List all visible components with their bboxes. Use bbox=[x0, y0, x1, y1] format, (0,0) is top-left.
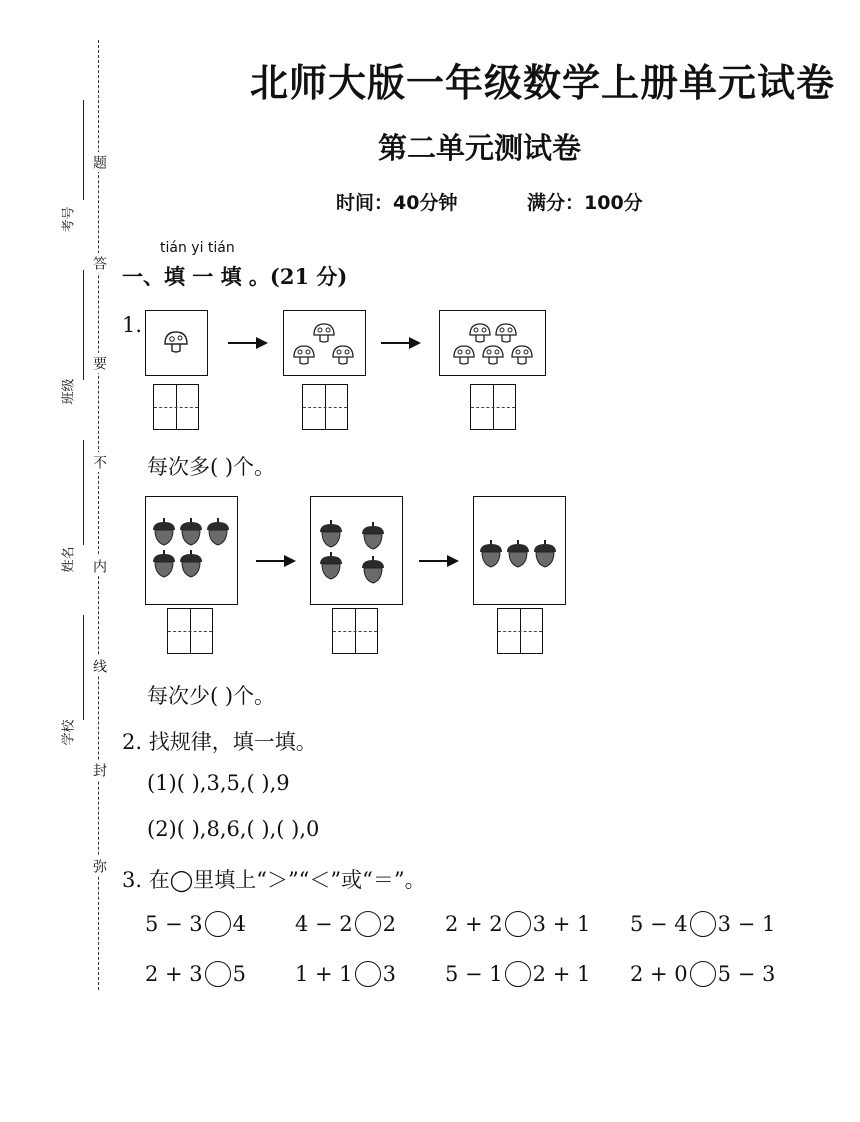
blank-each-less[interactable]: 每次少( )个。 bbox=[147, 684, 276, 708]
left-expression: 4 − 2 bbox=[295, 912, 353, 936]
seal-char: 不 bbox=[92, 452, 106, 472]
acorn-picture-1 bbox=[145, 496, 238, 605]
seal-char: 封 bbox=[92, 760, 106, 780]
answer-box[interactable] bbox=[497, 608, 543, 654]
arrow-icon bbox=[381, 342, 419, 344]
name-line bbox=[83, 440, 84, 545]
class-label: 班级 bbox=[61, 378, 77, 405]
right-expression: 3 − 1 bbox=[717, 912, 776, 936]
comparison-item bbox=[630, 912, 775, 939]
compare-circle[interactable] bbox=[205, 961, 231, 987]
arrow-icon bbox=[228, 342, 266, 344]
pattern-item-1[interactable]: (1)( ),3,5,( ),9 bbox=[147, 771, 290, 795]
arrow-icon bbox=[419, 560, 457, 562]
left-expression: 5 − 4 bbox=[630, 912, 688, 936]
compare-circle[interactable] bbox=[355, 961, 381, 987]
pattern-question: 2. 找规律，填一填。 bbox=[122, 730, 317, 754]
compare-circle[interactable] bbox=[690, 911, 716, 937]
mushroom-icon bbox=[284, 311, 365, 375]
seal-char: 内 bbox=[92, 556, 106, 576]
acorn-icon bbox=[474, 497, 565, 604]
seal-char: 线 bbox=[92, 656, 106, 676]
mushroom-icon bbox=[146, 311, 207, 375]
right-expression: 3 + 1 bbox=[532, 912, 591, 936]
acorn-picture-3 bbox=[473, 496, 566, 605]
right-expression: 2 bbox=[382, 912, 397, 936]
blank-each-more[interactable]: 每次多( )个。 bbox=[147, 455, 276, 479]
right-expression: 2 + 1 bbox=[532, 962, 591, 986]
pattern-item-2[interactable]: (2)( ),8,6,( ),( ),0 bbox=[147, 817, 320, 841]
comparison-item bbox=[295, 912, 396, 939]
answer-box[interactable] bbox=[470, 384, 516, 430]
seal-char: 弥 bbox=[92, 856, 106, 876]
left-expression: 2 + 0 bbox=[630, 962, 688, 986]
seal-dashed-line bbox=[98, 40, 99, 990]
compare-circle[interactable] bbox=[690, 961, 716, 987]
pinyin-annotation: tián yi tián bbox=[160, 240, 235, 256]
comparison-item bbox=[295, 962, 396, 989]
acorn-picture-2 bbox=[310, 496, 403, 605]
right-expression: 5 − 3 bbox=[717, 962, 776, 986]
comparison-item bbox=[145, 912, 246, 939]
answer-box[interactable] bbox=[153, 384, 199, 430]
right-expression: 3 bbox=[382, 962, 397, 986]
mushroom-picture-2 bbox=[283, 310, 366, 376]
mushroom-picture-1 bbox=[145, 310, 208, 376]
mushroom-picture-3 bbox=[439, 310, 546, 376]
seal-char: 题 bbox=[92, 152, 106, 172]
name-label: 姓名 bbox=[61, 546, 77, 573]
comparison-item bbox=[145, 962, 246, 989]
right-expression: 4 bbox=[232, 912, 247, 936]
school-label: 学校 bbox=[61, 719, 77, 746]
acorn-icon bbox=[146, 497, 237, 604]
left-expression: 2 + 3 bbox=[145, 962, 203, 986]
answer-box[interactable] bbox=[167, 608, 213, 654]
unit-subtitle: 第二单元测试卷 bbox=[378, 131, 582, 165]
left-expression: 1 + 1 bbox=[295, 962, 353, 986]
compare-circle[interactable] bbox=[355, 911, 381, 937]
left-expression: 2 + 2 bbox=[445, 912, 503, 936]
compare-circle[interactable] bbox=[505, 961, 531, 987]
left-expression: 5 − 3 bbox=[145, 912, 203, 936]
page-title: 北师大版一年级数学上册单元试卷 bbox=[250, 61, 836, 105]
comparison-item bbox=[630, 962, 775, 989]
exam-number-label: 考号 bbox=[61, 206, 77, 233]
full-score: 满分：100分 bbox=[527, 192, 643, 214]
mushroom-icon bbox=[440, 311, 545, 375]
compare-question: 3. 在◯里填上“＞”“＜”或“＝”。 bbox=[122, 868, 426, 892]
seal-char: 答 bbox=[92, 253, 106, 273]
time-limit: 时间：40分钟 bbox=[336, 192, 458, 214]
left-expression: 5 − 1 bbox=[445, 962, 503, 986]
question-number: 1. bbox=[122, 313, 143, 337]
section-heading: 一、填 一 填 。(21 分) bbox=[122, 264, 348, 289]
arrow-icon bbox=[256, 560, 294, 562]
exam-number-line bbox=[83, 100, 84, 200]
answer-box[interactable] bbox=[302, 384, 348, 430]
school-line bbox=[83, 615, 84, 720]
class-line bbox=[83, 270, 84, 380]
compare-circle[interactable] bbox=[505, 911, 531, 937]
right-expression: 5 bbox=[232, 962, 247, 986]
comparison-item bbox=[445, 912, 590, 939]
seal-char: 要 bbox=[92, 353, 106, 373]
answer-box[interactable] bbox=[332, 608, 378, 654]
acorn-icon bbox=[311, 497, 402, 604]
comparison-item bbox=[445, 962, 590, 989]
compare-circle[interactable] bbox=[205, 911, 231, 937]
